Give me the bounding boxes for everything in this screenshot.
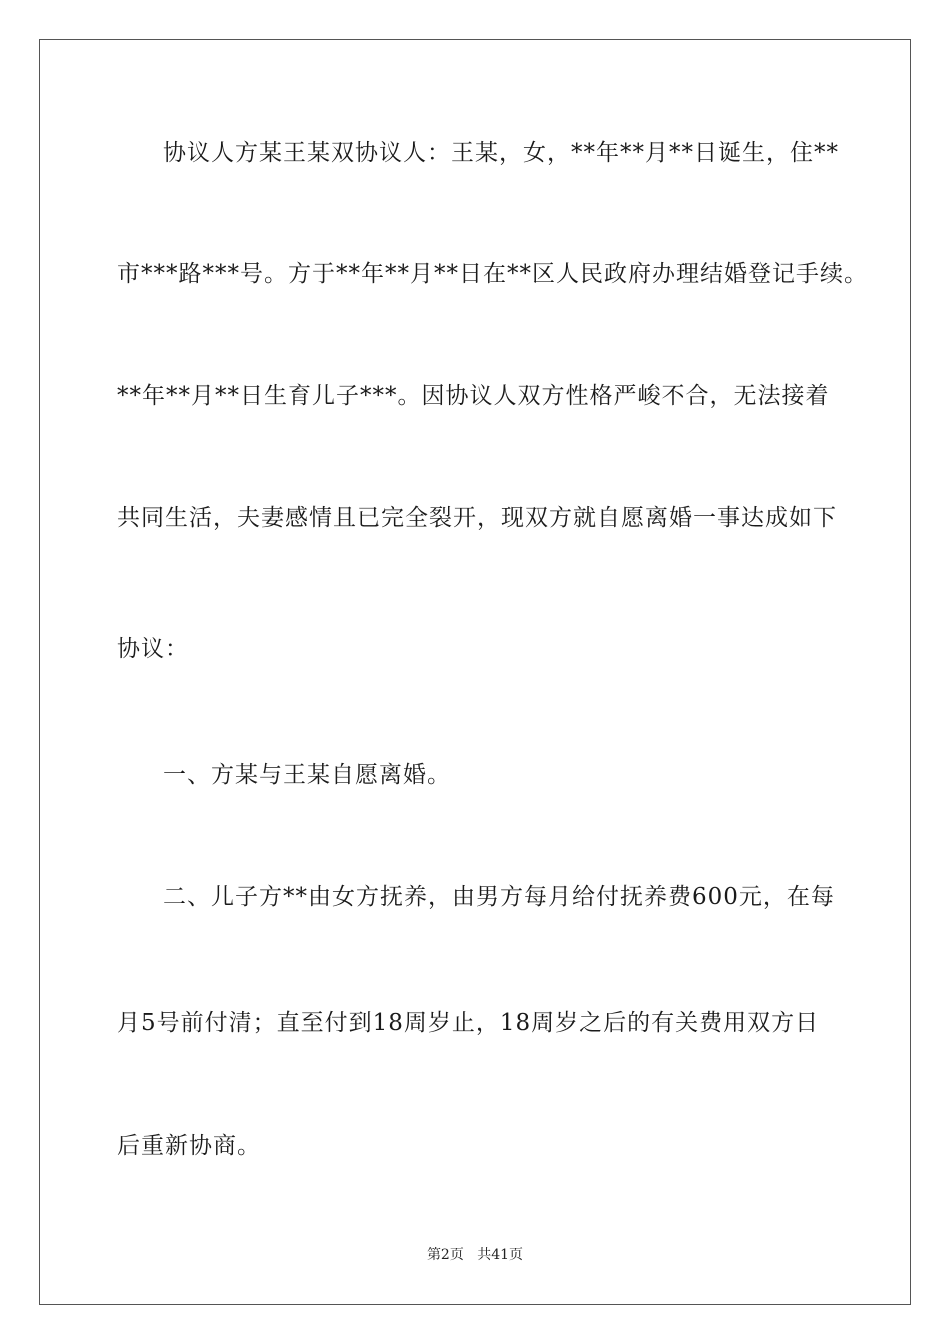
paragraph-line-2: 市***路***号。方于**年**月**日在**区人民政府办理结婚登记手续。 xyxy=(117,261,868,287)
paragraph-line-4: 共同生活，夫妻感情且已完全裂开，现双方就自愿离婚一事达成如下 xyxy=(117,505,837,531)
page-number: 第2页 xyxy=(426,1247,464,1263)
clause-1-line: 一、方某与王某自愿离婚。 xyxy=(163,762,451,788)
paragraph-line-1: 协议人方某王某双协议人：王某，女，**年**月**日诞生，住** xyxy=(163,140,839,166)
paragraph-line-5: 协议： xyxy=(117,636,189,662)
clause-2-line-3: 后重新协商。 xyxy=(117,1133,261,1159)
page-frame xyxy=(39,39,911,1305)
clause-2-line-2: 月5号前付清；直至付到18周岁止，18周岁之后的有关费用双方日 xyxy=(117,1010,820,1036)
clause-2-line-1: 二、儿子方**由女方抚养，由男方每月给付抚养费600元，在每 xyxy=(163,884,835,910)
paragraph-line-3: **年**月**日生育儿子***。因协议人双方性格严峻不合，无法接着 xyxy=(117,383,830,409)
page-total: 共41页 xyxy=(477,1247,524,1263)
page-footer xyxy=(0,1246,950,1264)
